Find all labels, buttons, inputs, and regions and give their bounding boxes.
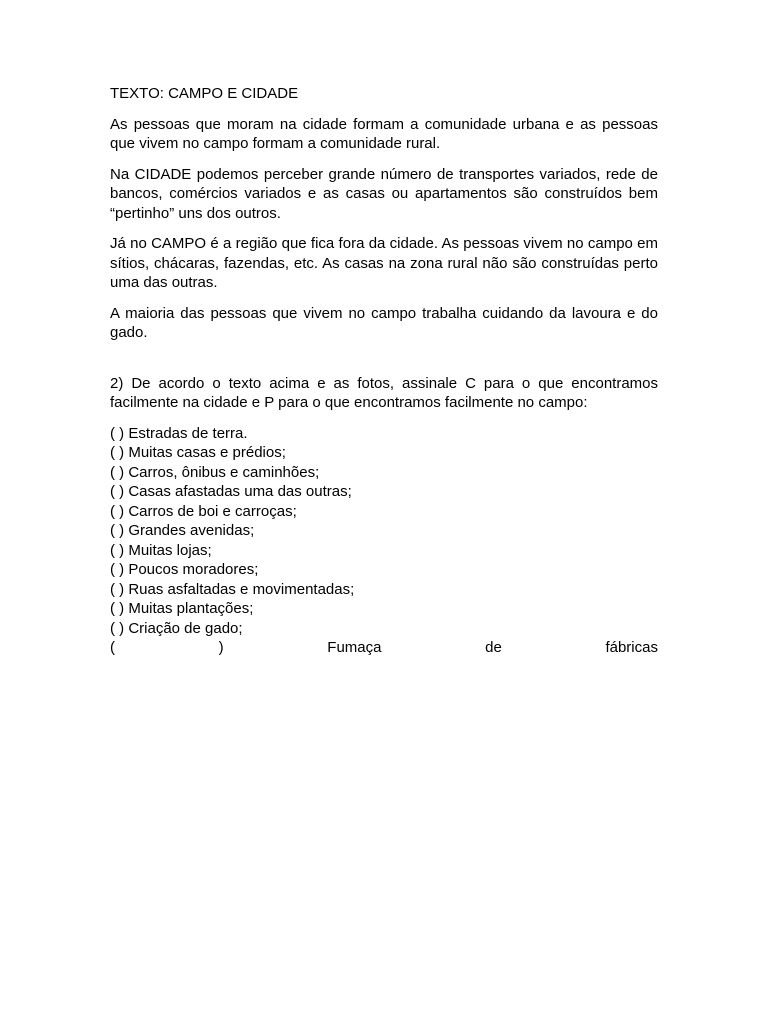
list-item: ( ) Muitas lojas; [110,541,212,559]
section-spacer [110,354,658,374]
list-item: ( ) Criação de gado; [110,619,243,637]
list-item: ( ) Muitas casas e prédios; [110,444,286,461]
document-title: TEXTO: CAMPO E CIDADE [110,85,299,102]
list-item: ( ) Estradas de terra. [110,424,248,442]
word: de [485,639,502,656]
word: ) [218,639,224,656]
word: Fumaça [327,639,382,656]
list-item-justified [110,638,658,658]
document-page [110,84,658,658]
list-item: ( ) Muitas plantações; [110,600,254,617]
list-item: ( ) Ruas asfaltadas e movimentadas; [110,580,355,598]
paragraph-city: Na CIDADE podemos perceber grande número de transportes variados, rede de bancos, comércios variados e as casas ou apartamentos são construídos bem “pertinho” uns dos outros. [110,165,658,222]
list-item: ( ) Carros de boi e carroças; [110,502,297,520]
list-item: ( ) Carros, ônibus e caminhões; [110,463,320,481]
word: fábricas [605,639,658,656]
word: ( [110,639,115,656]
answer-list [110,424,658,658]
paragraph-countryside: Já no CAMPO é a região que fica fora da cidade. As pessoas vivem no campo em sítios, chácaras, fazendas, etc. As casas na zona rural não são construídas perto uma das outras. [110,235,658,291]
paragraph-work: A maioria das pessoas que vivem no campo trabalha cuidando da lavoura e do gado. [110,304,658,341]
list-item: ( ) Grandes avenidas; [110,522,255,539]
paragraph-urban-rural: As pessoas que moram na cidade formam a comunidade urbana e as pessoas que vivem no campo formam a comunidade rural. [110,115,658,152]
list-item: ( ) Poucos moradores; [110,561,259,578]
question-text: 2) De acordo o texto acima e as fotos, assinale C para o que encontramos facilmente na cidade e P para o que encontramos facilmente no campo: [110,374,658,411]
list-item: ( ) Casas afastadas uma das outras; [110,483,352,500]
